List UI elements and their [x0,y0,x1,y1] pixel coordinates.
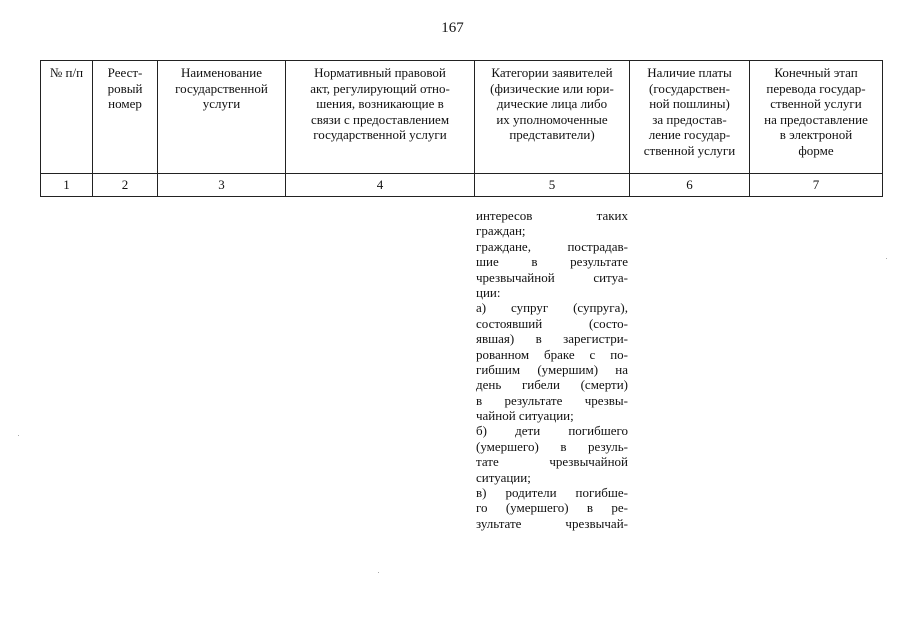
applicant-categories-continuation [476,208,628,531]
text-line: б) дети погибшего [476,423,628,439]
column-header-1: № п/п [41,61,93,174]
column-number-7: 7 [750,174,883,197]
text-line: зультате чрезвычай- [476,515,628,531]
text-line: тате чрезвычайной [476,454,628,470]
text-line: ции: [476,284,501,300]
text-line: а) супруг (супруга), [476,300,628,316]
column-number-6: 6 [630,174,750,197]
text-line: состоявший (состо- [476,315,628,331]
column-number-2: 2 [93,174,158,197]
text-line: чрезвычайной ситуа- [476,269,628,285]
column-header-7: Конечный этап перевода государ- ственной услуги на предоставление в электроной форме [750,61,883,174]
text-line: рованном браке с по- [476,346,628,362]
text-line: интересов таких [476,208,628,223]
services-table [40,60,883,197]
text-line: го (умершего) в ре- [476,500,628,516]
column-header-2: Реест- ровый номер [93,61,158,174]
text-line: в) родители погибше- [476,485,628,501]
scan-speck [886,258,887,259]
text-line: (умершего) в резуль- [476,438,628,454]
column-number-5: 5 [475,174,630,197]
text-line: в результате чрезвы- [476,392,628,408]
column-header-3: Наименование государственной услуги [158,61,286,174]
text-line: день гибели (смерти) [476,377,628,393]
scan-speck [378,572,379,573]
column-header-6: Наличие платы (государствен- ной пошлины) за предостав- ление государ- ственной услуги [630,61,750,174]
text-line: чайной ситуации; [476,408,574,424]
page-number: 167 [441,20,464,36]
column-header-5: Категории заявителей (физические или юри- дические лица либо их уполномоченные представители) [475,61,630,174]
column-number-4: 4 [286,174,475,197]
text-line: граждане, пострадав- [476,238,628,254]
text-line: граждан; [476,223,526,239]
table-header-row [41,61,883,174]
column-number-1: 1 [41,174,93,197]
text-line: ситуации; [476,469,531,485]
column-number-3: 3 [158,174,286,197]
text-line: явшая) в зарегистри- [476,331,628,347]
scan-speck [18,435,19,436]
text-line: гибшим (умершим) на [476,361,628,377]
column-number-row [41,174,883,197]
column-header-4: Нормативный правовой акт, регулирующий отно- шения, возникающие в связи с предоставлением государственной услуги [286,61,475,174]
text-line: шие в результате [476,254,628,270]
